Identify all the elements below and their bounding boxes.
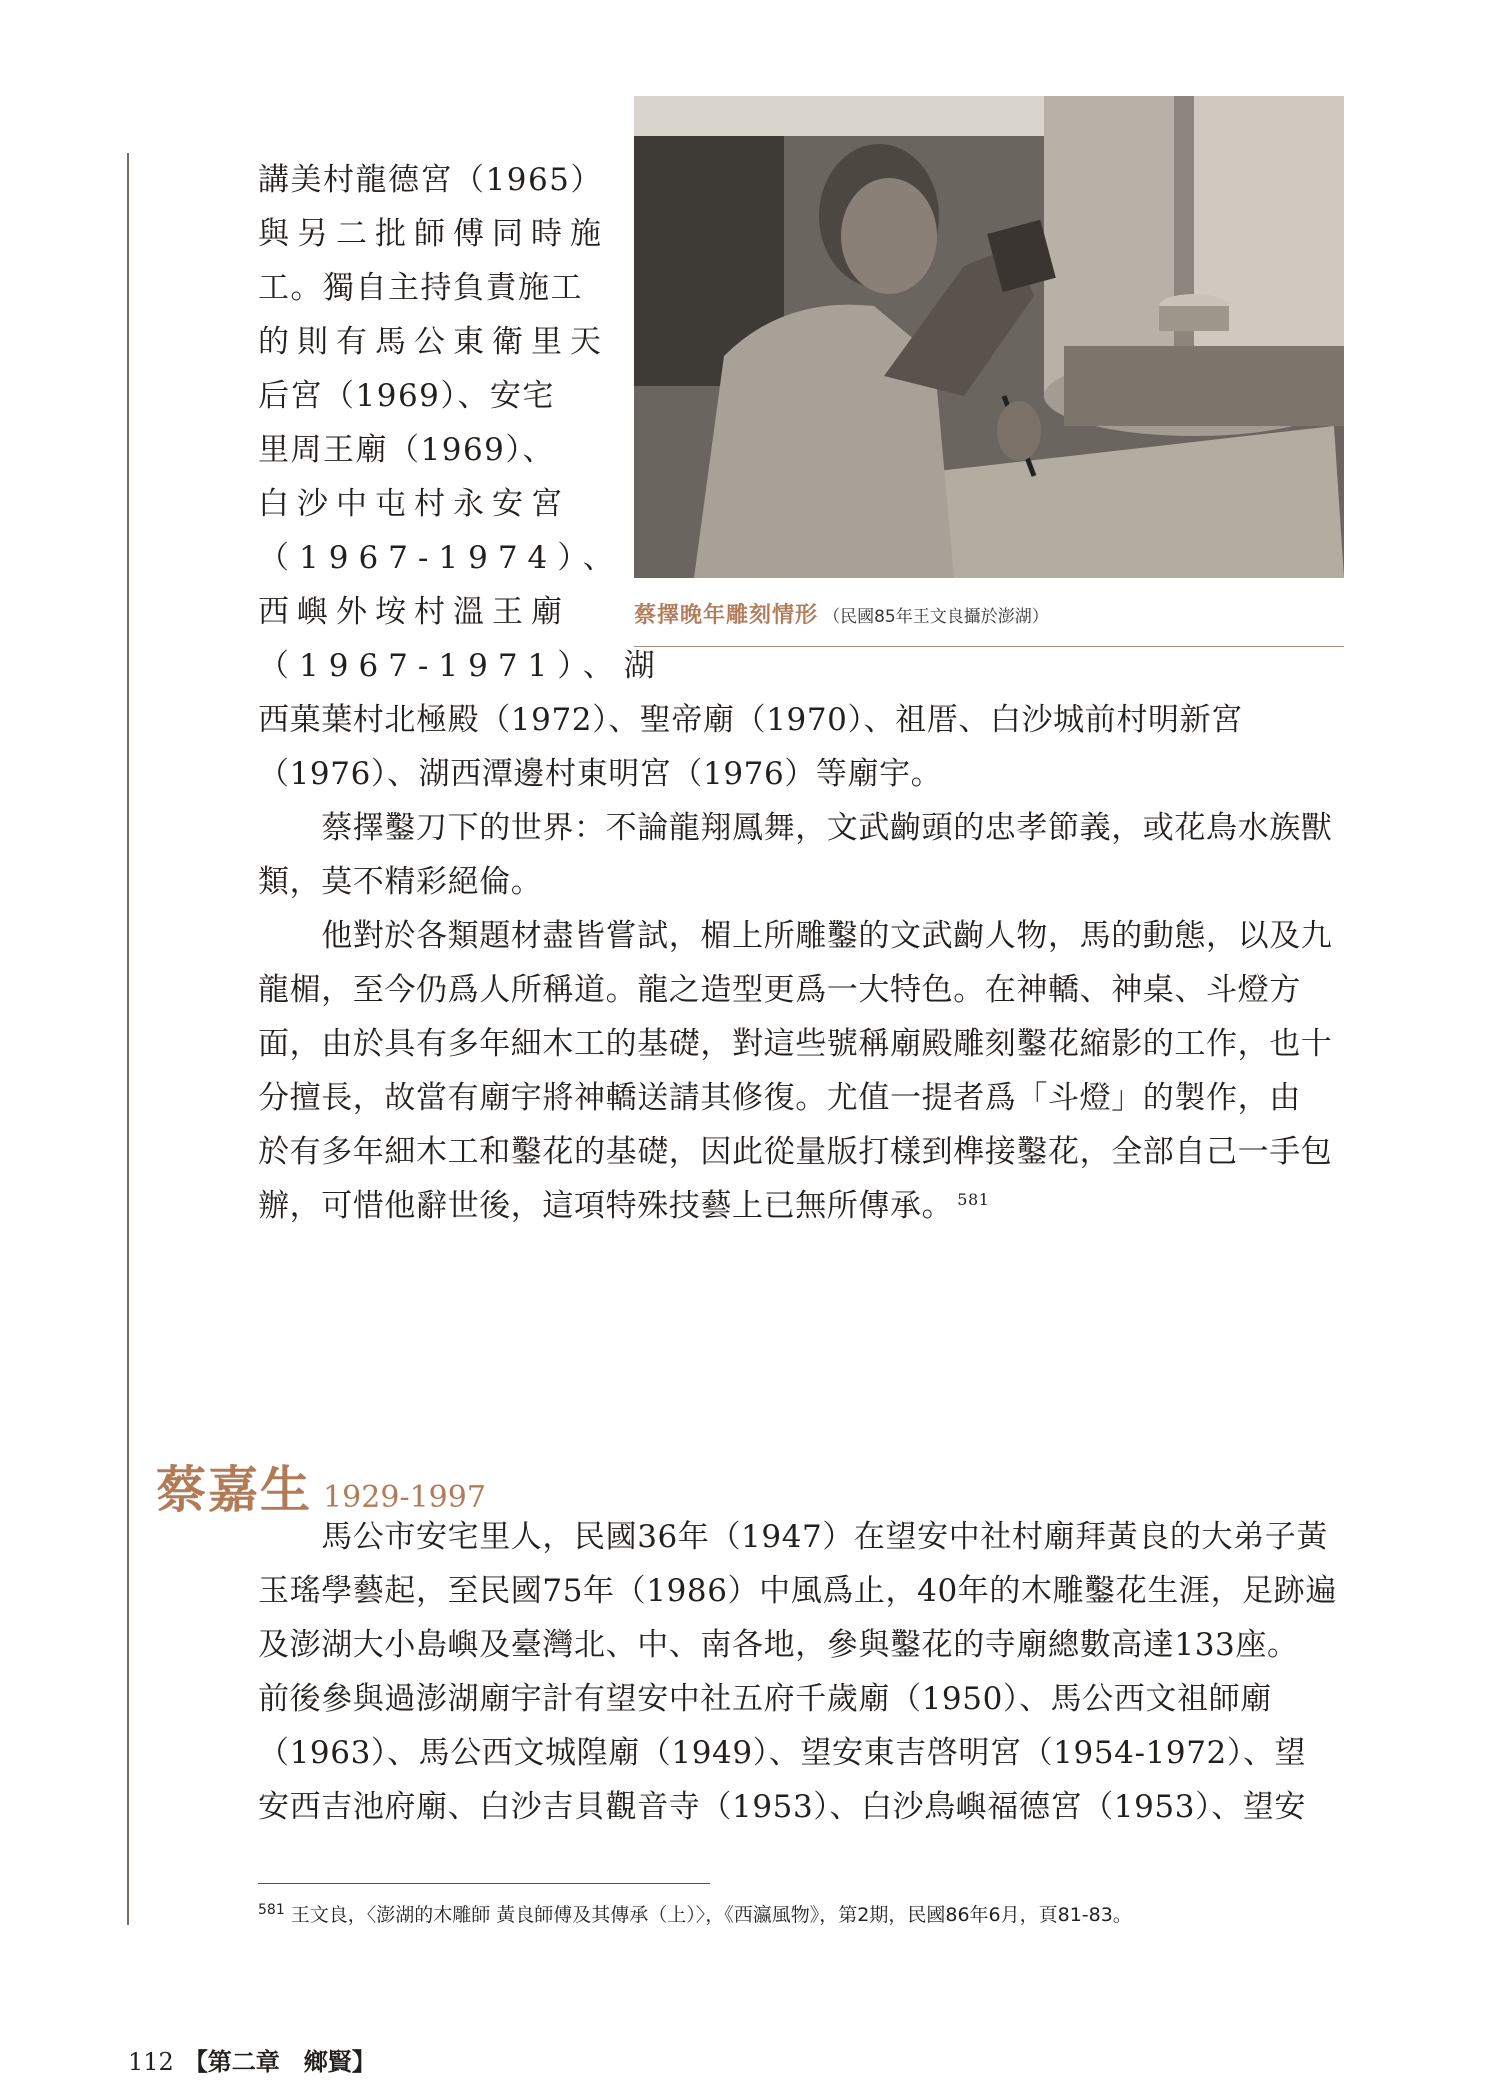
section-person-years: 1929-1997 [323,1480,486,1515]
text-line: 於有多年細木工和鑿花的基礎，因此從量版打樣到榫接鑿花，全部自己一手包 [258,1134,1333,1170]
footnote-number: 581 [258,1901,285,1918]
woodcarver-photo-graphic [634,96,1344,578]
text-line: 前後參與過澎湖廟宇計有望安中社五府千歲廟（1950）、馬公西文祖師廟 [258,1681,1272,1717]
text-line: 與另二批師傅同時施 [258,216,609,252]
text-line: （1967-1971）、湖 [258,648,665,684]
body-text-lower [258,1510,1346,1834]
text-line: 講美村龍德宮（1965） [258,162,603,198]
text-line: 他對於各類題材盡皆嘗試，楣上所雕鑿的文武齣人物，馬的動態，以及九 [258,918,1333,954]
text-line: 類，莫不精彩絕倫。 [258,864,543,900]
text-line: （1976）、湖西潭邊村東明宮（1976）等廟宇。 [258,756,943,792]
text-line: 的則有馬公東衛里天 [258,324,609,360]
chapter-label: 【第二章 鄉賢】 [183,2047,376,2076]
body-text-upper [258,693,1346,1233]
left-margin-rule [127,153,129,1925]
text-line: 面，由於具有多年細木工的基礎，對這些號稱廟殿雕刻鑿花縮影的工作，也十 [258,1026,1333,1062]
footnote-reference[interactable]: 581 [957,1189,990,1209]
text-line: 蔡擇鑿刀下的世界：不論龍翔鳳舞，文武齣頭的忠孝節義，或花鳥水族獸 [258,810,1333,846]
caption-title: 蔡擇晚年雕刻情形 [634,603,819,628]
text-line: 玉瑤學藝起，至民國75年（1986）中風爲止，40年的木雕鑿花生涯，足跡遍 [258,1573,1337,1609]
text-line-with-note [258,1179,1346,1233]
text-line: 里周王廟（1969）、 [258,432,555,468]
text-line: 白沙中屯村永安宮 [258,486,570,522]
text-line: 分擅長，故當有廟宇將神轎送請其修復。尤值一提者爲「斗燈」的製作，由 [258,1080,1301,1116]
text-line: 西嶼外垵村溫王廟 [258,594,570,630]
photo-caption [634,598,1049,629]
section-person-name: 蔡嘉生 [156,1460,312,1519]
page-footer [128,2042,376,2077]
text-line: 后宮（1969）、安宅 [258,378,555,414]
footnote [258,1900,1132,1927]
page-number: 112 [128,2048,174,2076]
footnote-divider [258,1883,710,1884]
narrow-text-column [258,153,665,693]
text-line: 安西吉池府廟、白沙吉貝觀音寺（1953）、白沙鳥嶼福德宮（1953）、望安 [258,1789,1306,1825]
text-line: （1967-1974）、 [258,540,624,576]
caption-divider [634,646,1344,647]
text-line: 及澎湖大小島嶼及臺灣北、中、南各地，參與鑿花的寺廟總數高達133座。 [258,1627,1299,1663]
text-line: 西菓葉村北極殿（1972）、聖帝廟（1970）、祖厝、白沙城前村明新宮 [258,702,1243,738]
caption-source: （民國85年王文良攝於澎湖） [823,607,1049,627]
footnote-text: 王文良，〈澎湖的木雕師 黃良師傅及其傳承（上）〉，《西瀛風物》，第2期，民國86年6月，頁81-83。 [290,1904,1132,1926]
text-segment: 辦，可惜他辭世後，這項特殊技藝上已無所傳承。 [258,1188,954,1224]
woodcarver-photo [634,96,1344,578]
text-line: 工。獨自主持負責施工 [258,270,583,306]
text-line: （1963）、馬公西文城隍廟（1949）、望安東吉啓明宮（1954-1972）、望 [258,1735,1307,1771]
text-line: 龍楣，至今仍爲人所稱道。龍之造型更爲一大特色。在神轎、神桌、斗燈方 [258,972,1301,1008]
text-line: 馬公市安宅里人，民國36年（1947）在望安中社村廟拜黃良的大弟子黃 [258,1519,1328,1555]
